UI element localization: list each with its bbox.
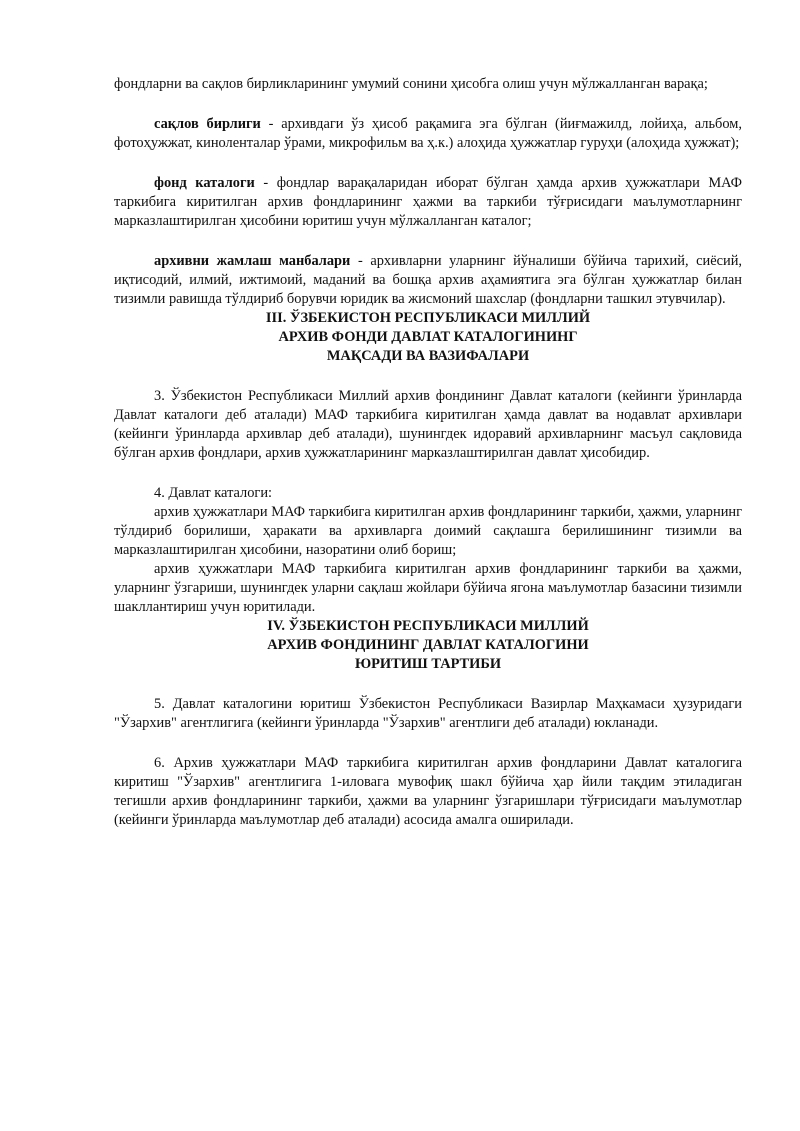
definition-fund-catalog-text: - фондлар варақаларидан иборат бўлган ҳамда архив ҳужжатлари МАФ таркибига киритилган архив фондларининг ҳажми ва таркиби тўғрисидаги маълумотларнинг марказлаштирилган ҳисобини юритиш учун мўлжалланган каталог; (114, 175, 742, 229)
paragraph-item-5: 5. Давлат каталогини юритиш Ўзбекистон Республикаси Вазирлар Маҳкамаси ҳузуридаги "Ўзархив" агентлигига (кейинги ўринларда "Ўзархив" агентлиги деб аталади) юкланади. (114, 696, 742, 731)
definition-storage-unit (114, 115, 742, 153)
paragraph-item-3: 3. Ўзбекистон Республикаси Миллий архив фондининг Давлат каталоги (кейинги ўринларда Давлат каталоги деб аталади) МАФ таркибига киритилган ҳамда давлат ва нодавлат архивлари (кейинги ўринларда архивлар деб аталади), шунингдек идоравий архивларнинг масъул сақловида бўлган архив фондлари, архив ҳужжатларининг марказлаштирилган давлат ҳисобидир. (114, 388, 742, 461)
section-heading-iv-line3: ЮРИТИШ ТАРТИБИ (354, 656, 502, 672)
definition-fund-catalog (114, 174, 742, 231)
definition-archive-sources (114, 252, 742, 309)
section-heading-iii-line3: МАҚСАДИ ВА ВАЗИФАЛАРИ (326, 348, 530, 364)
paragraph-item-4-a: архив ҳужжатлари МАФ таркибига киритилган архив фондларининг таркиби, ҳажми, уларнинг тўлдириб борилиши, ҳаракати ва архивларга доимий сақлашга берилишининг тизимли ва марказлаштирилган ҳисобини, назоратини олиб бориш; (114, 504, 742, 558)
section-heading-iii-line1: III. ЎЗБЕКИСТОН РЕСПУБЛИКАСИ МИЛЛИЙ (265, 310, 591, 326)
term-storage-unit: сақлов бирлиги (154, 116, 261, 132)
section-heading-iii (114, 309, 742, 366)
paragraph-item-6: 6. Архив ҳужжатлари МАФ таркибига киритилган архив фондларини Давлат каталогига киритиш "Ўзархив" агентлигига 1-иловага мувофиқ шакл бўйича ҳар йили тақдим этиладиган тегишли архив фондларининг таркиби, ҳажми ва уларнинг ўзгаришлари тўғрисидаги маълумотлар (кейинги ўринларда маълумотлар деб аталади) асосида амалга оширилади. (114, 755, 742, 828)
definition-storage-unit-text: - архивдаги ўз ҳисоб рақамига эга бўлган (йиғмажилд, лойиҳа, альбом, фотоҳужжат, киноленталар ўрами, микрофильм ва ҳ.к.) алоҳида ҳужжатлар гуруҳи (алоҳида ҳужжат); (114, 116, 742, 151)
paragraph-item-4-intro: 4. Давлат каталоги: (154, 485, 273, 501)
paragraph-continuation: фондларни ва сақлов бирликларининг умумий сонини ҳисобга олиш учун мўлжалланган варақа; (114, 76, 708, 92)
section-heading-iv-line2: АРХИВ ФОНДИНИНГ ДАВЛАТ КАТАЛОГИНИ (267, 637, 589, 653)
section-heading-iv-line1: IV. ЎЗБЕКИСТОН РЕСПУБЛИКАСИ МИЛЛИЙ (267, 618, 589, 634)
term-archive-sources: архивни жамлаш манбалари (154, 253, 351, 269)
definition-archive-sources-text: - архивларни уларнинг йўналиши бўйича тарихий, сиёсий, иқтисодий, илмий, ижтимоий, маданий ва бошқа архив аҳамиятига эга бўлган ҳужжатлар билан тизимли равишда тўлдириб борувчи юридик ва жисмоний шахслар (фондларни ташкил этувчилар). (114, 253, 743, 307)
section-heading-iv (114, 617, 742, 674)
section-heading-iii-line2: АРХИВ ФОНДИ ДАВЛАТ КАТАЛОГИНИНГ (278, 329, 578, 345)
term-fund-catalog: фонд каталоги (154, 175, 255, 191)
paragraph-item-4-b: архив ҳужжатлари МАФ таркибига киритилган архив фондларининг таркиби ва ҳажми, уларнинг ўзгариши, шунингдек уларни сақлаш жойлари бўйича ягона маълумотлар базасини тизимли шакллантириш учун юритилади. (114, 561, 742, 615)
